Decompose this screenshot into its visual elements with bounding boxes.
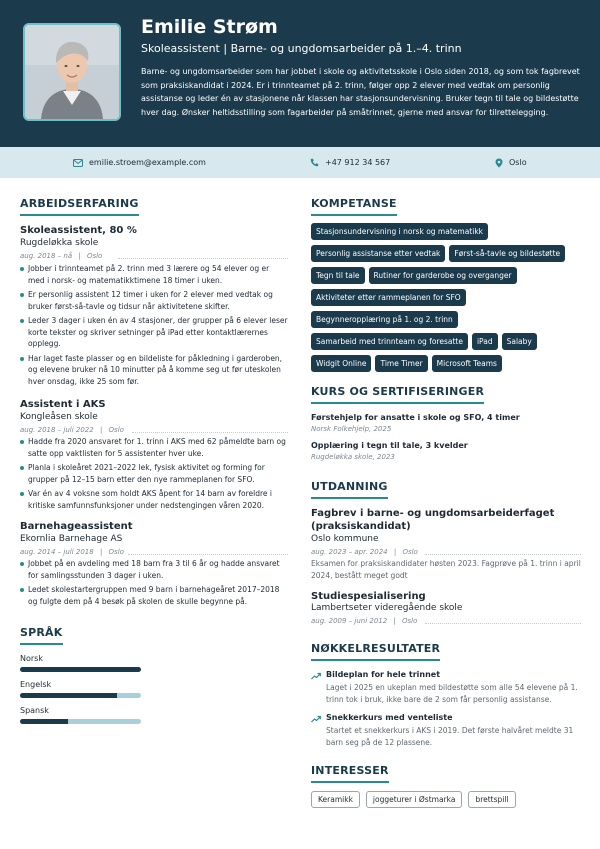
education-place: Oslo xyxy=(402,617,418,625)
language-name: Norsk xyxy=(20,654,43,663)
language-level-fill xyxy=(20,667,141,672)
education-meta xyxy=(311,548,418,556)
trend-icon xyxy=(311,715,321,723)
job-3-place: Oslo xyxy=(108,548,124,556)
skill-chip: Aktiviteter etter rammeplanen for SFO xyxy=(311,289,466,306)
divider xyxy=(425,623,581,624)
education-org: Oslo kommune xyxy=(311,534,379,544)
languages-heading: SPRÅK xyxy=(20,626,63,642)
candidate-role: Skoleassistent | Barne- og ungdomsarbeider på 1.–4. trinn xyxy=(141,42,462,55)
job-1-title: Skoleassistent, 80 % xyxy=(20,225,137,236)
achievement-title: Bildeplan for hele trinnet xyxy=(326,670,441,679)
job-1-bullets xyxy=(20,263,288,390)
meta-separator: | xyxy=(393,548,397,556)
language-name: Spansk xyxy=(20,706,49,715)
divider xyxy=(128,554,288,555)
language-level-bar xyxy=(20,667,141,672)
job-2-bullet: Hadde fra 2020 ansvaret for 1. trinn i AKS med 62 påmeldte barn og satte opp vaktlisten for 5 assistenter hver uke. xyxy=(20,436,288,459)
phone-icon xyxy=(310,158,319,167)
job-1-place: Oslo xyxy=(86,252,103,260)
skill-chip: Begynneropplæring på 1. og 2. trinn xyxy=(311,311,458,328)
job-2-bullet: Var én av 4 voksne som holdt AKS åpent for 14 barn av foreldre i kritiske samfunnsfunksjoner under nedstengingen våren 2020. xyxy=(20,488,288,511)
mail-icon xyxy=(73,159,83,167)
meta-separator: | xyxy=(99,548,103,556)
job-1-bullet: Jobber i trinnteamet på 2. trinn med 3 lærere og 54 elever og er med i norsk- og matematikktimene 18 timer i uken. xyxy=(20,263,288,286)
course-org: Rugdeløkka skole, 2023 xyxy=(311,453,395,461)
location-text: Oslo xyxy=(509,158,527,167)
skills-heading: KOMPETANSE xyxy=(311,197,397,213)
job-3-bullet: Ledet skolestartergruppen med 9 barn i barnehageåret 2017–2018 og fulgte dem på 4 besøk på skolen de skulle begynne på. xyxy=(20,584,288,607)
education-place: Oslo xyxy=(402,548,418,556)
language-name: Engelsk xyxy=(20,680,52,689)
job-1-bullet: Er personlig assistent 12 timer i uken for 2 elever med vedtak og bruker først-så-tavle og tidsur når aktivitetene skifter. xyxy=(20,289,288,312)
achievements-heading: NØKKELRESULTATER xyxy=(311,642,440,658)
divider xyxy=(118,258,288,259)
job-1-meta xyxy=(20,252,102,260)
job-2-title: Assistent i AKS xyxy=(20,399,106,410)
trend-icon xyxy=(311,672,321,680)
location-icon xyxy=(495,158,503,168)
skill-chip: Samarbeid med trinnteam og foresatte xyxy=(311,333,468,350)
divider xyxy=(425,554,581,555)
education-title: Studiespesialisering xyxy=(311,591,426,602)
contact-bar xyxy=(0,147,600,178)
job-1-org: Rugdeløkka skole xyxy=(20,238,99,248)
profile-summary: Barne- og ungdomsarbeider som har jobbet i skole og aktivitetsskole i Oslo siden 2018, og som tok fagbrevet som praksiskandidat i 2024. Er i trinnteamet på 2. trinn, følger opp 2 elever med vedtak om personlig assistanse og leder én av stasjonene når klassen har stasjonsundervisning. Bruker tegn til tale og bildestøtte hver dag. Ønsker heltidsstilling som fagarbeider på småtrinnet, gjerne med ansvar for tilrettelegging. xyxy=(141,67,580,117)
job-3-period: aug. 2014 – juli 2018 xyxy=(20,548,94,556)
job-3-meta xyxy=(20,548,124,556)
job-2-meta xyxy=(20,426,124,434)
candidate-name: Emilie Strøm xyxy=(141,16,278,38)
email-text: emilie.stroem@example.com xyxy=(89,158,206,167)
job-3-org: Ekornlia Barnehage AS xyxy=(20,534,123,544)
skill-chip: Personlig assistanse etter vedtak xyxy=(311,245,445,262)
interest-tag: brettspill xyxy=(468,791,515,808)
education-description: Eksamen for praksiskandidater høsten 2023. Fagprøve på 1. trinn i april 2024, bestått meget godt xyxy=(311,559,581,580)
job-3-title: Barnehageassistent xyxy=(20,521,133,532)
job-2-org: Kongleåsen skole xyxy=(20,412,98,422)
skill-chip: Tegn til tale xyxy=(311,267,365,284)
language-level-fill xyxy=(20,719,68,724)
education-meta xyxy=(311,617,417,625)
job-2-place: Oslo xyxy=(108,426,124,434)
divider xyxy=(132,432,288,433)
interest-tag: joggeturer i Østmarka xyxy=(366,791,463,808)
education-period: aug. 2023 – apr. 2024 xyxy=(311,548,388,556)
education-heading: UTDANNING xyxy=(311,480,388,496)
job-1-bullet: Leder 3 dager i uken én av 4 stasjoner, der grupper på 6 elever leser korte tekster og skriver setninger på iPad etter kontaktlærernes opplegg. xyxy=(20,315,288,350)
achievement-description: Laget i 2025 en ukeplan med bildestøtte som alle 54 elevene på 1. trinn tok i bruk, ikke bare de 2 som får personlig assistanse. xyxy=(326,683,578,704)
skills-list xyxy=(311,223,581,377)
header xyxy=(0,0,600,147)
job-1-bullet: Har laget faste plasser og en bildeliste for påkledning i garderoben, og elevene bruker nå 10 minutter på å komme seg ut før uteskolen hver onsdag, ikke 25 som før. xyxy=(20,353,288,388)
language-level-bar xyxy=(20,719,141,724)
contact-location xyxy=(495,147,527,178)
contact-email[interactable] xyxy=(73,147,206,178)
language-level-bar xyxy=(20,693,141,698)
experience-heading: ARBEIDSERFARING xyxy=(20,197,139,213)
job-2-period: aug. 2018 – juli 2022 xyxy=(20,426,94,434)
achievement-description: Startet et snekkerkurs i AKS i 2019. Det første halvåret meldte 31 barn seg på de 12 plassene. xyxy=(326,726,574,747)
interest-tag: Keramikk xyxy=(311,791,360,808)
language-level-fill xyxy=(20,693,117,698)
skill-chip: Microsoft Teams xyxy=(432,355,502,372)
skill-chip: Widgit Online xyxy=(311,355,371,372)
skill-chip: Rutiner for garderobe og overganger xyxy=(369,267,517,284)
meta-separator: | xyxy=(78,252,81,260)
skill-chip: Først-så-tavle og bildestøtte xyxy=(449,245,565,262)
course-title: Førstehjelp for ansatte i skole og SFO, 4 timer xyxy=(311,413,520,422)
education-period: aug. 2009 – juni 2012 xyxy=(311,617,388,625)
interests-list xyxy=(311,791,522,808)
job-1-period: aug. 2018 – nå xyxy=(20,252,73,260)
contact-phone[interactable] xyxy=(310,147,390,178)
courses-heading: KURS OG SERTIFISERINGER xyxy=(311,385,484,401)
meta-separator: | xyxy=(393,617,396,625)
meta-separator: | xyxy=(99,426,103,434)
skill-chip: Time Timer xyxy=(375,355,427,372)
course-org: Norsk Folkehjelp, 2025 xyxy=(311,425,392,433)
job-2-bullets xyxy=(20,436,288,514)
portrait-image xyxy=(25,25,119,119)
job-3-bullets xyxy=(20,558,288,610)
profile-photo xyxy=(23,23,121,121)
job-3-bullet: Jobbet på en avdeling med 18 barn fra 3 til 6 år og hadde ansvaret for samlingsstunden 3 dager i uken. xyxy=(20,558,288,581)
achievement-title: Snekkerkurs med venteliste xyxy=(326,713,453,722)
skill-chip: Salaby xyxy=(502,333,537,350)
phone-text: +47 912 34 567 xyxy=(325,158,391,167)
skill-chip: Stasjonsundervisning i norsk og matematikk xyxy=(311,223,488,240)
interests-heading: INTERESSER xyxy=(311,764,389,780)
job-2-bullet: Planla i skoleåret 2021–2022 lek, fysisk aktivitet og forming for grupper på 12–15 barn etter den nye rammeplanen for SFO. xyxy=(20,462,288,485)
course-title: Opplæring i tegn til tale, 3 kvelder xyxy=(311,441,468,450)
education-title: Fagbrev i barne- og ungdomsarbeiderfaget (praksiskandidat) xyxy=(311,508,555,532)
skill-chip: iPad xyxy=(472,333,498,350)
education-org: Lambertseter videregående skole xyxy=(311,603,463,613)
